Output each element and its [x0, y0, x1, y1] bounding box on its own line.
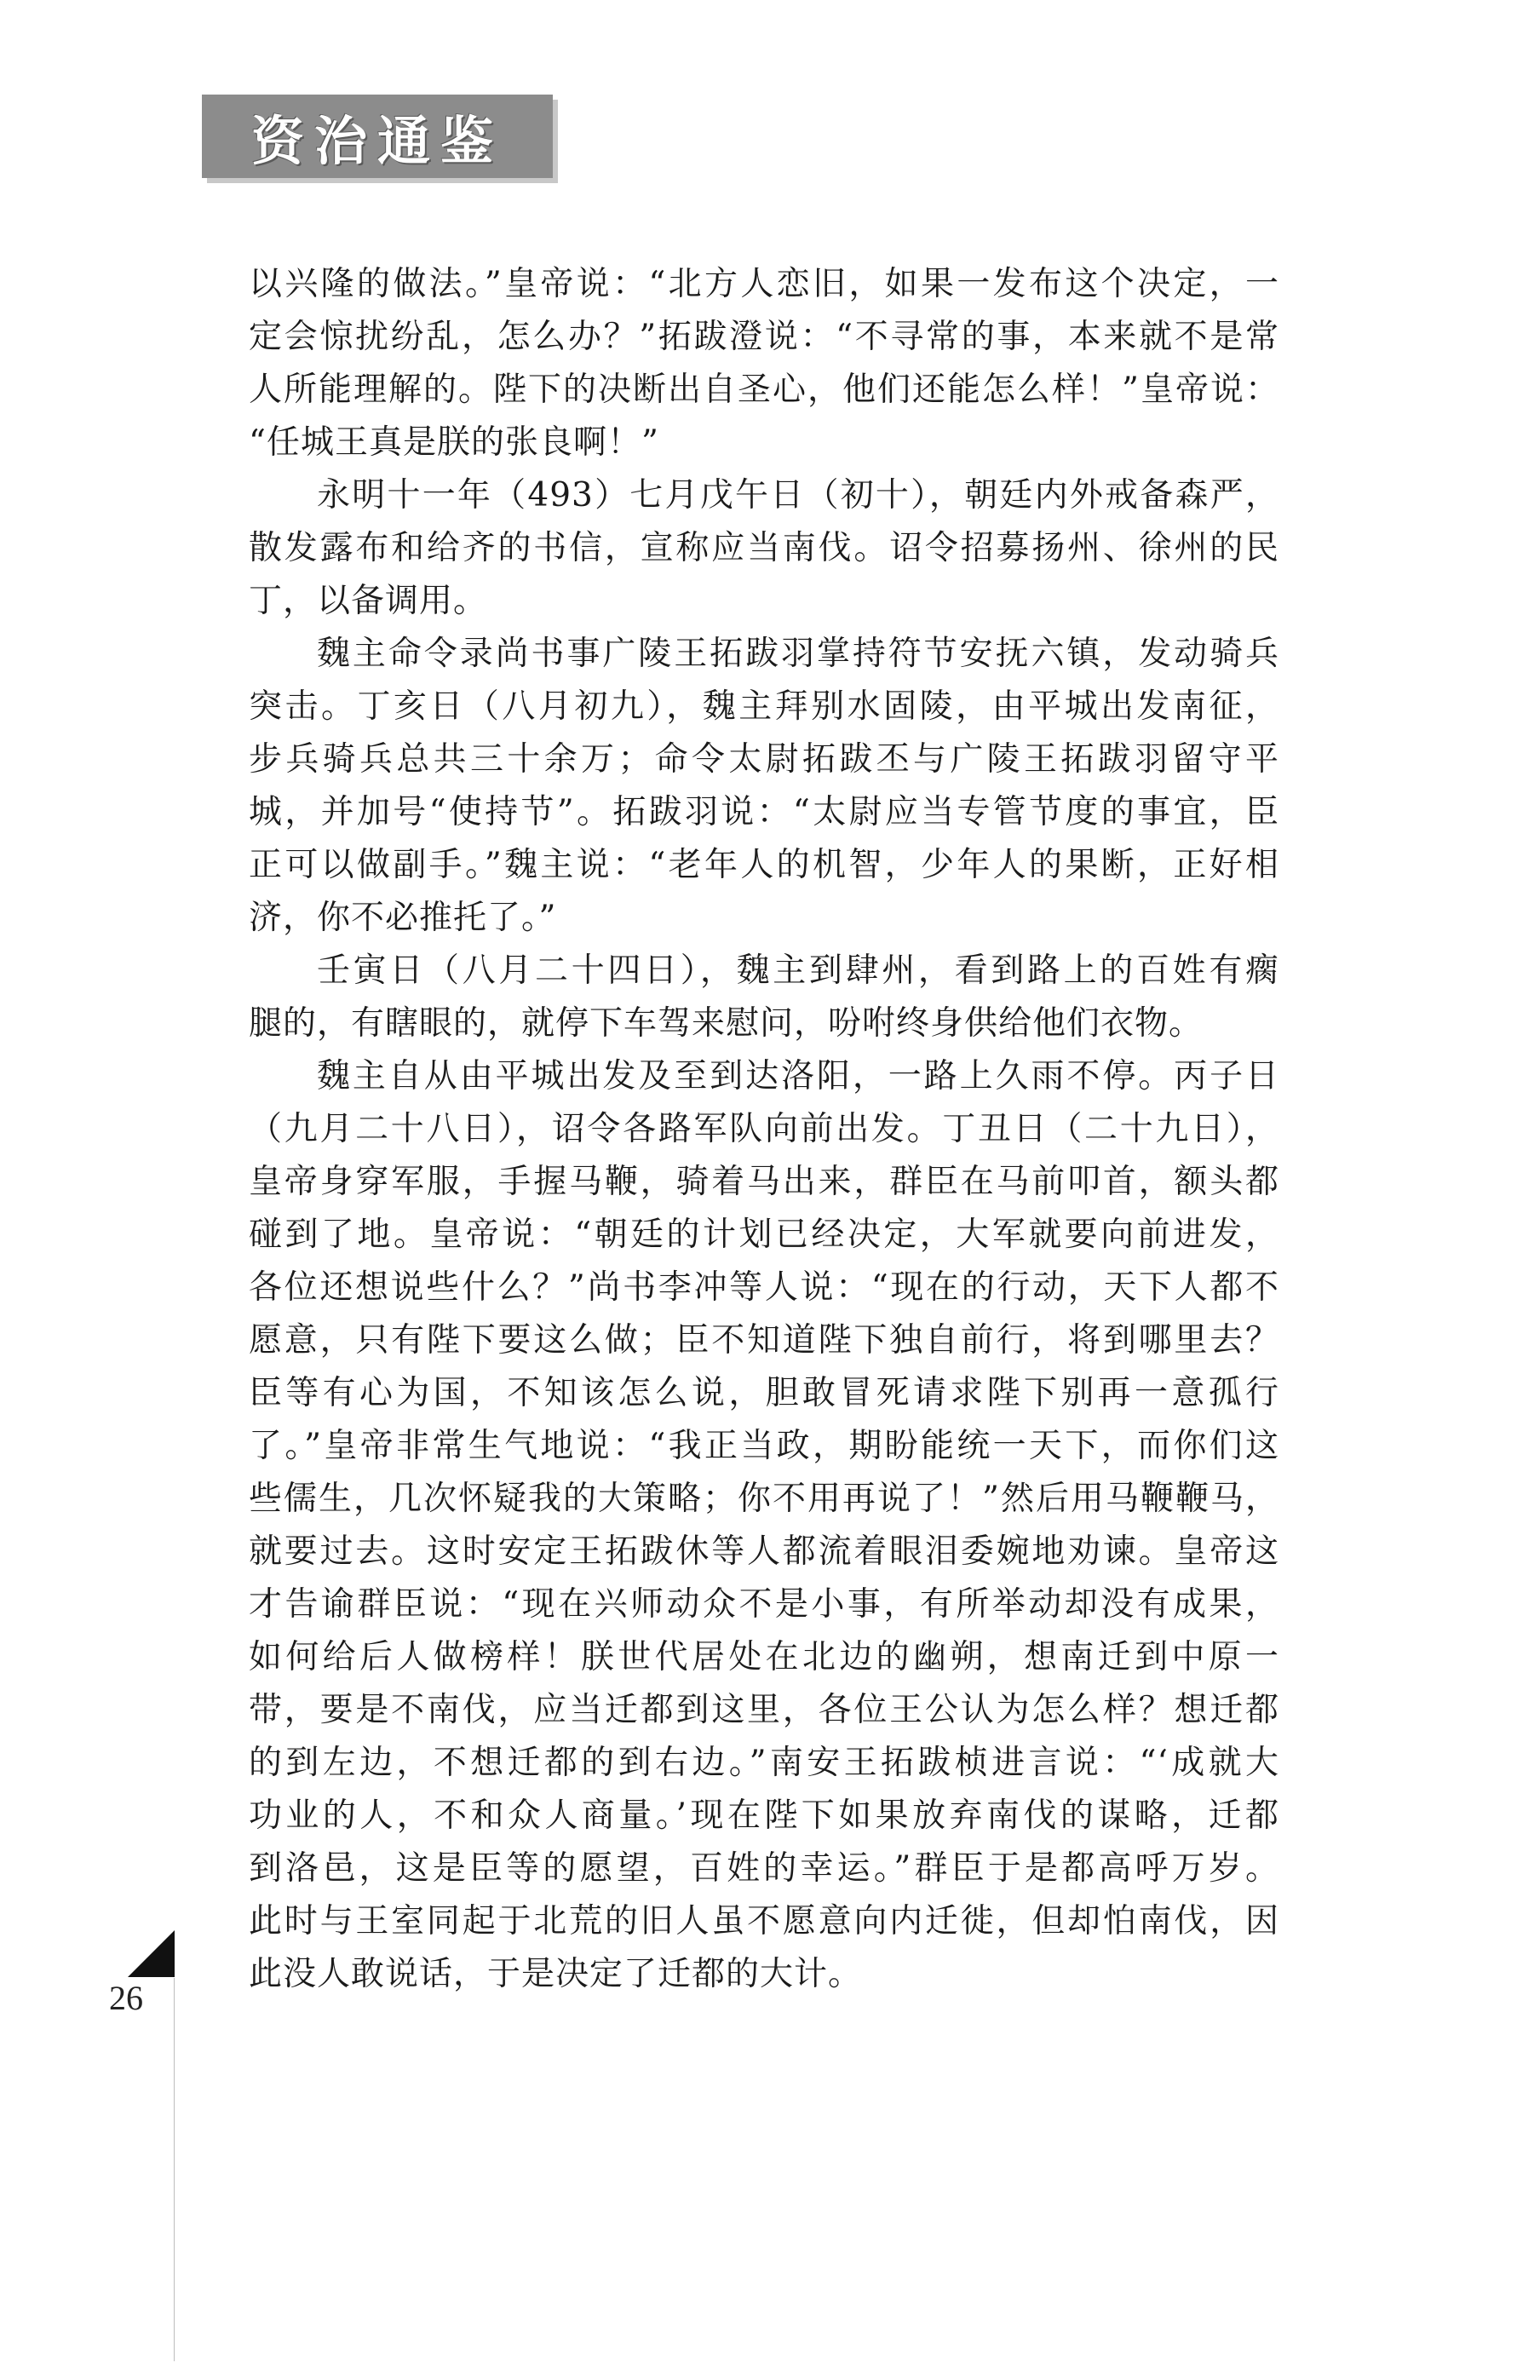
text-line: 臣等有心为国，不知该怎么说，胆敢冒死请求陛下别再一意孤行 — [249, 1374, 1279, 1412]
text-line: 济，你不必推托了。” — [249, 899, 557, 937]
text-line: 魏主命令录尚书事广陵王拓跋羽掌持符节安抚六镇，发动骑兵 — [317, 635, 1279, 673]
text-line: 城，并加号“使持节”。拓跋羽说：“太尉应当专管节度的事宜，臣 — [249, 793, 1279, 831]
text-line: 的到左边，不想迁都的到右边。”南安王拓跋桢进言说：“‘成就大 — [249, 1744, 1279, 1782]
text-line: 此时与王室同起于北荒的旧人虽不愿意向内迁徙，但却怕南伐，因 — [249, 1902, 1279, 1940]
page-number: 26 — [109, 1979, 143, 2017]
text-line: 人所能理解的。陛下的决断出自圣心，他们还能怎么样！”皇帝说： — [249, 371, 1279, 409]
text-line: 了。”皇帝非常生气地说：“我正当政，期盼能统一天下，而你们这 — [249, 1427, 1279, 1465]
page-corner-marker — [128, 1930, 175, 1977]
text-line: 愿意，只有陛下要这么做；臣不知道陛下独自前行，将到哪里去？ — [249, 1321, 1279, 1360]
text-line: 各位还想说些什么？”尚书李冲等人说：“现在的行动，天下人都不 — [249, 1268, 1279, 1307]
text-line: 定会惊扰纷乱，怎么办？”拓跋澄说：“不寻常的事，本来就不是常 — [249, 318, 1279, 356]
text-line: 永明十一年（493）七月戊午日（初十），朝廷内外戒备森严， — [317, 476, 1279, 515]
text-line: 魏主自从由平城出发及至到达洛阳，一路上久雨不停。丙子日 — [317, 1057, 1279, 1095]
body-text — [249, 258, 1279, 2001]
text-line: 步兵骑兵总共三十余万；命令太尉拓跋丕与广陵王拓跋羽留守平 — [249, 740, 1279, 779]
text-line: 突击。丁亥日（八月初九），魏主拜别水固陵，由平城出发南征， — [249, 687, 1279, 726]
margin-divider — [174, 1978, 175, 2361]
header-title: 资治通鉴 — [250, 109, 503, 172]
text-line: 功业的人，不和众人商量。’现在陛下如果放弃南伐的谋略，迁都 — [249, 1796, 1279, 1835]
text-line: 壬寅日（八月二十四日），魏主到肆州，看到路上的百姓有瘸 — [317, 951, 1279, 990]
text-line: （九月二十八日），诏令各路军队向前出发。丁丑日（二十九日）， — [249, 1110, 1279, 1148]
text-line: 到洛邑，这是臣等的愿望，百姓的幸运。”群臣于是都高呼万岁。 — [249, 1849, 1279, 1888]
text-line: 腿的，有瞎眼的，就停下车驾来慰问，吩咐终身供给他们衣物。 — [249, 1004, 1204, 1043]
text-line: “任城王真是朕的张良啊！” — [249, 423, 659, 462]
text-line: 丁，以备调用。 — [249, 582, 488, 620]
text-line: 如何给后人做榜样！朕世代居处在北边的幽朔，想南迁到中原一 — [249, 1638, 1279, 1676]
text-line: 就要过去。这时安定王拓跋休等人都流着眼泪委婉地劝谏。皇帝这 — [249, 1532, 1279, 1571]
text-line: 此没人敢说话，于是决定了迁都的大计。 — [249, 1955, 863, 1993]
text-line: 正可以做副手。”魏主说：“老年人的机智，少年人的果断，正好相 — [249, 846, 1279, 884]
text-line: 才告谕群臣说：“现在兴师动众不是小事，有所举动却没有成果， — [249, 1585, 1279, 1624]
text-line: 些儒生，几次怀疑我的大策略；你不用再说了！”然后用马鞭鞭马， — [249, 1480, 1279, 1518]
text-line: 散发露布和给齐的书信，宣称应当南伐。诏令招募扬州、徐州的民 — [249, 529, 1279, 567]
text-line: 带，要是不南伐，应当迁都到这里，各位王公认为怎么样？想迁都 — [249, 1691, 1279, 1729]
text-line: 碰到了地。皇帝说：“朝廷的计划已经决定，大军就要向前进发， — [249, 1216, 1279, 1254]
header-banner — [202, 95, 553, 178]
text-line: 以兴隆的做法。”皇帝说：“北方人恋旧，如果一发布这个决定，一 — [249, 265, 1279, 303]
text-line: 皇帝身穿军服，手握马鞭，骑着马出来，群臣在马前叩首，额头都 — [249, 1163, 1279, 1201]
